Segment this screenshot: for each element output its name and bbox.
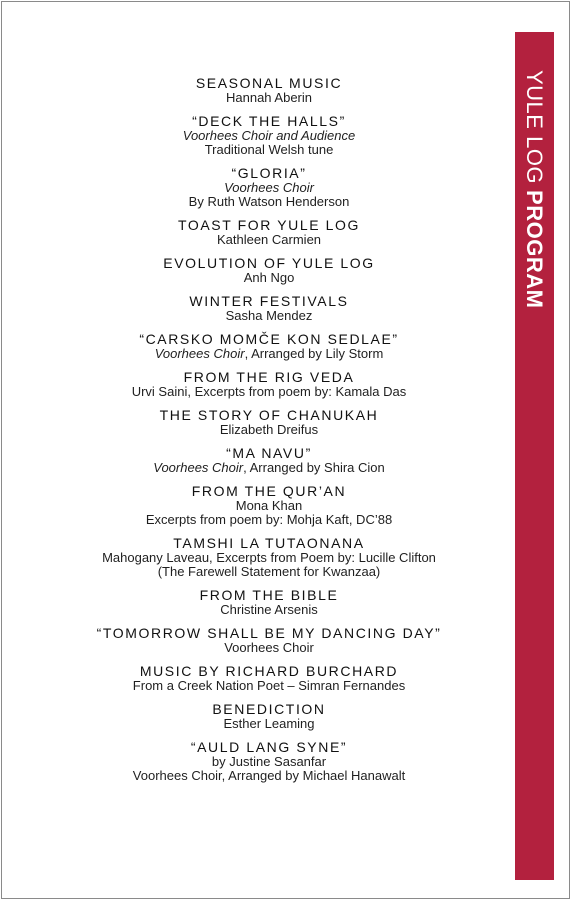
program-item-title: “GLORIA” xyxy=(231,165,307,181)
program-item xyxy=(60,446,478,475)
program-item xyxy=(60,408,478,437)
program-item-line xyxy=(60,755,478,769)
program-item xyxy=(60,166,478,209)
program-item-line xyxy=(60,309,478,323)
program-item-title: TOAST FOR YULE LOG xyxy=(177,217,361,233)
program-item-line xyxy=(60,717,478,731)
program-item xyxy=(60,588,478,617)
program-item-line xyxy=(60,385,478,399)
program-item xyxy=(60,332,478,361)
program-item xyxy=(60,702,478,731)
program-item-line xyxy=(60,603,478,617)
program-item-title: “AULD LANG SYNE” xyxy=(190,739,348,755)
program-item-line-text: From a Creek Nation Poet – Simran Fernandes xyxy=(132,678,406,693)
program-item-title: “DECK THE HALLS” xyxy=(192,113,346,129)
program-item-title: “CARSKO MOMČE KON SEDLAE” xyxy=(139,331,399,347)
program-item-title: WINTER FESTIVALS xyxy=(189,293,349,309)
program-item-line-text: Mahogany Laveau, Excerpts from Poem by: Lucille Clifton xyxy=(102,550,436,565)
program-item-line-suffix: , Arranged by Lily Storm xyxy=(244,346,384,361)
program-item-line-text: Elizabeth Dreifus xyxy=(219,422,319,437)
side-banner-title xyxy=(522,70,546,308)
program-item-title: FROM THE QUR’AN xyxy=(191,483,347,499)
program-item xyxy=(60,740,478,783)
program-item-line-text: Hannah Aberin xyxy=(225,90,312,105)
program-item-title: TAMSHI LA TUTAONANA xyxy=(173,535,365,551)
program-item-line xyxy=(60,271,478,285)
program-item-line xyxy=(60,679,478,693)
program-item xyxy=(60,484,478,527)
program-item xyxy=(60,370,478,399)
program-list xyxy=(60,76,478,792)
program-item-line xyxy=(60,347,478,361)
program-item-line xyxy=(60,143,478,157)
program-item-line-text: Excerpts from poem by: Mohja Kaft, DC’88 xyxy=(145,512,393,527)
program-item-title: “TOMORROW SHALL BE MY DANCING DAY” xyxy=(96,625,442,641)
program-item-line xyxy=(60,233,478,247)
program-item-line-text: Kathleen Carmien xyxy=(216,232,322,247)
program-item-title: BENEDICTION xyxy=(212,701,326,717)
program-item-title: EVOLUTION OF YULE LOG xyxy=(163,255,375,271)
program-item-line xyxy=(60,129,478,143)
program-item-line xyxy=(60,91,478,105)
program-item-line xyxy=(60,641,478,655)
program-item-line xyxy=(60,195,478,209)
program-item xyxy=(60,256,478,285)
side-title-light: YULE LOG xyxy=(522,70,547,185)
program-item xyxy=(60,218,478,247)
program-item-title: SEASONAL MUSIC xyxy=(195,75,343,91)
program-item xyxy=(60,294,478,323)
program-item-line-text: By Ruth Watson Henderson xyxy=(188,194,350,209)
program-item-line-text: Urvi Saini, Excerpts from poem by: Kamala Das xyxy=(131,384,407,399)
program-item-title: FROM THE BIBLE xyxy=(199,587,339,603)
program-item-line xyxy=(60,565,478,579)
program-item-line-text: Esther Leaming xyxy=(223,716,315,731)
program-item-title: FROM THE RIG VEDA xyxy=(183,369,355,385)
program-item-line-suffix: , Arranged by Shira Cion xyxy=(243,460,385,475)
program-item-line xyxy=(60,423,478,437)
program-item-line xyxy=(60,181,478,195)
program-item-line-text: Voorhees Choir, Arranged by Michael Hanawalt xyxy=(132,768,406,783)
program-item xyxy=(60,626,478,655)
program-item-line-text: Voorhees Choir xyxy=(224,180,314,195)
program-item xyxy=(60,536,478,579)
program-item-line xyxy=(60,461,478,475)
program-item xyxy=(60,76,478,105)
program-item xyxy=(60,114,478,157)
program-item-line-text: Voorhees Choir xyxy=(154,346,245,361)
program-item-line xyxy=(60,513,478,527)
program-item-line-text: Voorhees Choir xyxy=(153,460,244,475)
program-item-line-text: Anh Ngo xyxy=(243,270,295,285)
program-item-line-text: Mona Khan xyxy=(235,498,303,513)
program-item-line xyxy=(60,499,478,513)
program-item-line-text: (The Farewell Statement for Kwanzaa) xyxy=(157,564,381,579)
program-item-title: MUSIC BY RICHARD BURCHARD xyxy=(139,663,399,679)
program-item-title: “MA NAVU” xyxy=(226,445,312,461)
program-item-line-text: by Justine Sasanfar xyxy=(211,754,327,769)
program-item-line-text: Voorhees Choir and Audience xyxy=(182,128,356,143)
program-item-line-text: Sasha Mendez xyxy=(225,308,313,323)
program-item-line-text: Christine Arsenis xyxy=(220,602,318,617)
side-title-bold: PROGRAM xyxy=(522,190,547,309)
program-item-line-text: Traditional Welsh tune xyxy=(204,142,334,157)
program-item-line xyxy=(60,769,478,783)
program-item-title: THE STORY OF CHANUKAH xyxy=(159,407,379,423)
program-item-line-text: Voorhees Choir xyxy=(224,640,314,655)
program-item-line xyxy=(60,551,478,565)
program-item xyxy=(60,664,478,693)
